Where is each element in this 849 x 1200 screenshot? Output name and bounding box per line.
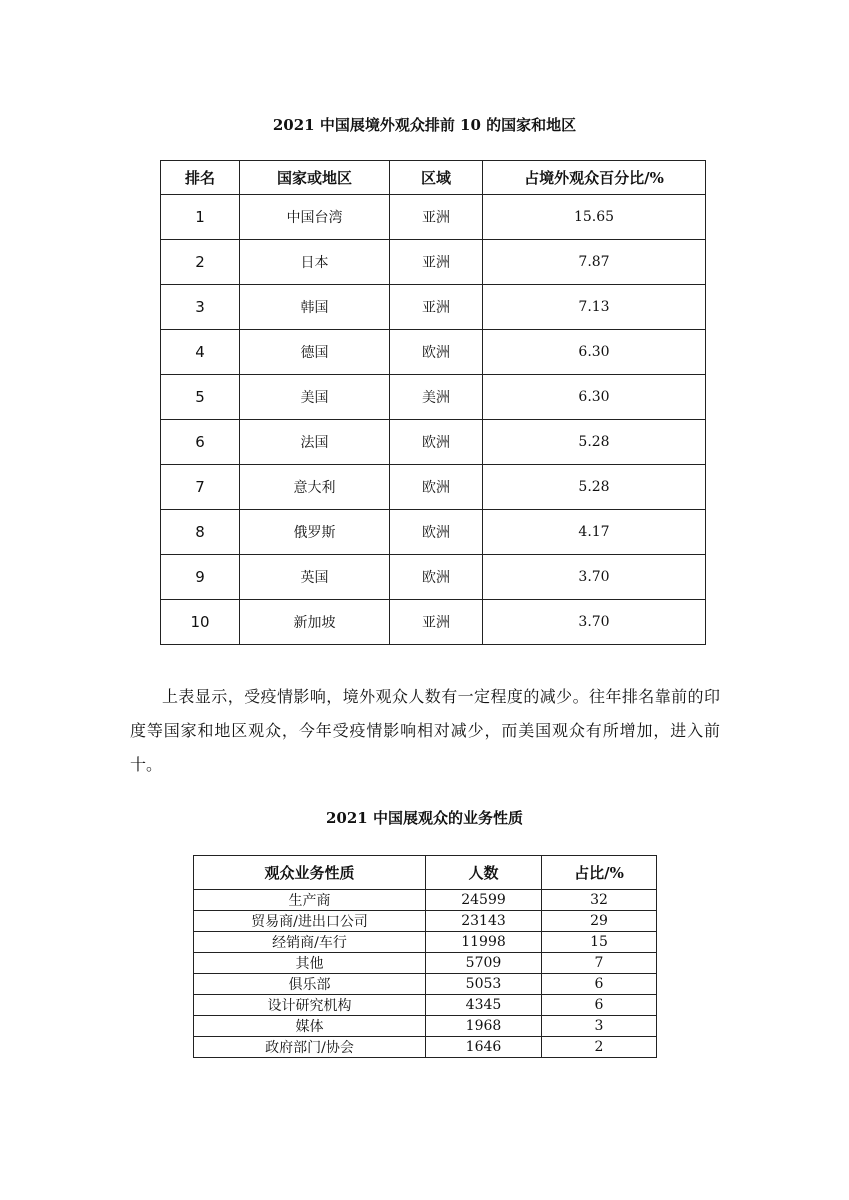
business-nature-cell: 生产商 (194, 890, 426, 911)
table-row (194, 995, 657, 1016)
region-cell: 欧洲 (390, 465, 483, 510)
business-nature-cell: 政府部门/协会 (194, 1037, 426, 1058)
count-cell: 5709 (426, 953, 542, 974)
rank-cell: 1 (161, 195, 240, 240)
share-cell: 7 (542, 953, 657, 974)
column-header-percent: 占境外观众百分比/% (483, 161, 706, 195)
table-header-row (194, 856, 657, 890)
business-nature-cell: 经销商/车行 (194, 932, 426, 953)
percent-cell: 6.30 (483, 375, 706, 420)
region-cell: 欧洲 (390, 330, 483, 375)
share-cell: 2 (542, 1037, 657, 1058)
percent-cell: 6.30 (483, 330, 706, 375)
table-row (194, 1037, 657, 1058)
business-nature-cell: 媒体 (194, 1016, 426, 1037)
country-cell: 中国台湾 (240, 195, 390, 240)
country-cell: 意大利 (240, 465, 390, 510)
region-cell: 亚洲 (390, 285, 483, 330)
country-cell: 日本 (240, 240, 390, 285)
country-cell: 法国 (240, 420, 390, 465)
country-cell: 韩国 (240, 285, 390, 330)
table-row (194, 974, 657, 995)
rank-cell: 4 (161, 330, 240, 375)
column-header-count: 人数 (426, 856, 542, 890)
top10-countries-table (160, 160, 706, 645)
percent-cell: 15.65 (483, 195, 706, 240)
count-cell: 24599 (426, 890, 542, 911)
rank-cell: 6 (161, 420, 240, 465)
rank-cell: 5 (161, 375, 240, 420)
country-cell: 德国 (240, 330, 390, 375)
table-row (194, 953, 657, 974)
business-nature-cell: 贸易商/进出口公司 (194, 911, 426, 932)
count-cell: 1968 (426, 1016, 542, 1037)
percent-cell: 3.70 (483, 600, 706, 645)
region-cell: 亚洲 (390, 600, 483, 645)
analysis-paragraph: 上表显示，受疫情影响，境外观众人数有一定程度的减少。往年排名靠前的印度等国家和地区观众，今年受疫情影响相对减少，而美国观众有所增加，进入前十。 (130, 687, 720, 774)
count-cell: 23143 (426, 911, 542, 932)
table-row (161, 375, 706, 420)
count-cell: 1646 (426, 1037, 542, 1058)
share-cell: 6 (542, 974, 657, 995)
percent-cell: 4.17 (483, 510, 706, 555)
column-header-region: 区域 (390, 161, 483, 195)
region-cell: 亚洲 (390, 240, 483, 285)
table-row (194, 1016, 657, 1037)
table1-title: 2021 中国展境外观众排前 10 的国家和地区 (272, 116, 577, 134)
share-cell: 32 (542, 890, 657, 911)
table-header-row (161, 161, 706, 195)
region-cell: 欧洲 (390, 510, 483, 555)
rank-cell: 2 (161, 240, 240, 285)
region-cell: 欧洲 (390, 555, 483, 600)
table-row (161, 330, 706, 375)
table-row (194, 890, 657, 911)
business-nature-cell: 其他 (194, 953, 426, 974)
table-row (161, 240, 706, 285)
table-row (161, 600, 706, 645)
rank-cell: 8 (161, 510, 240, 555)
count-cell: 5053 (426, 974, 542, 995)
region-cell: 亚洲 (390, 195, 483, 240)
region-cell: 欧洲 (390, 420, 483, 465)
table-row (161, 465, 706, 510)
share-cell: 6 (542, 995, 657, 1016)
column-header-country: 国家或地区 (240, 161, 390, 195)
table-row (194, 911, 657, 932)
rank-cell: 9 (161, 555, 240, 600)
country-cell: 俄罗斯 (240, 510, 390, 555)
table-row (161, 285, 706, 330)
rank-cell: 3 (161, 285, 240, 330)
share-cell: 15 (542, 932, 657, 953)
percent-cell: 3.70 (483, 555, 706, 600)
table-row (161, 195, 706, 240)
column-header-share: 占比/% (542, 856, 657, 890)
percent-cell: 7.87 (483, 240, 706, 285)
percent-cell: 5.28 (483, 420, 706, 465)
table2-title: 2021 中国展观众的业务性质 (326, 809, 523, 827)
rank-cell: 10 (161, 600, 240, 645)
business-nature-table (193, 855, 657, 1058)
column-header-rank: 排名 (161, 161, 240, 195)
count-cell: 11998 (426, 932, 542, 953)
share-cell: 3 (542, 1016, 657, 1037)
table-row (161, 510, 706, 555)
country-cell: 美国 (240, 375, 390, 420)
table-row (194, 932, 657, 953)
business-nature-cell: 设计研究机构 (194, 995, 426, 1016)
country-cell: 英国 (240, 555, 390, 600)
share-cell: 29 (542, 911, 657, 932)
region-cell: 美洲 (390, 375, 483, 420)
business-nature-cell: 俱乐部 (194, 974, 426, 995)
country-cell: 新加坡 (240, 600, 390, 645)
table-row (161, 555, 706, 600)
count-cell: 4345 (426, 995, 542, 1016)
percent-cell: 7.13 (483, 285, 706, 330)
column-header-business-nature: 观众业务性质 (194, 856, 426, 890)
table-row (161, 420, 706, 465)
percent-cell: 5.28 (483, 465, 706, 510)
rank-cell: 7 (161, 465, 240, 510)
